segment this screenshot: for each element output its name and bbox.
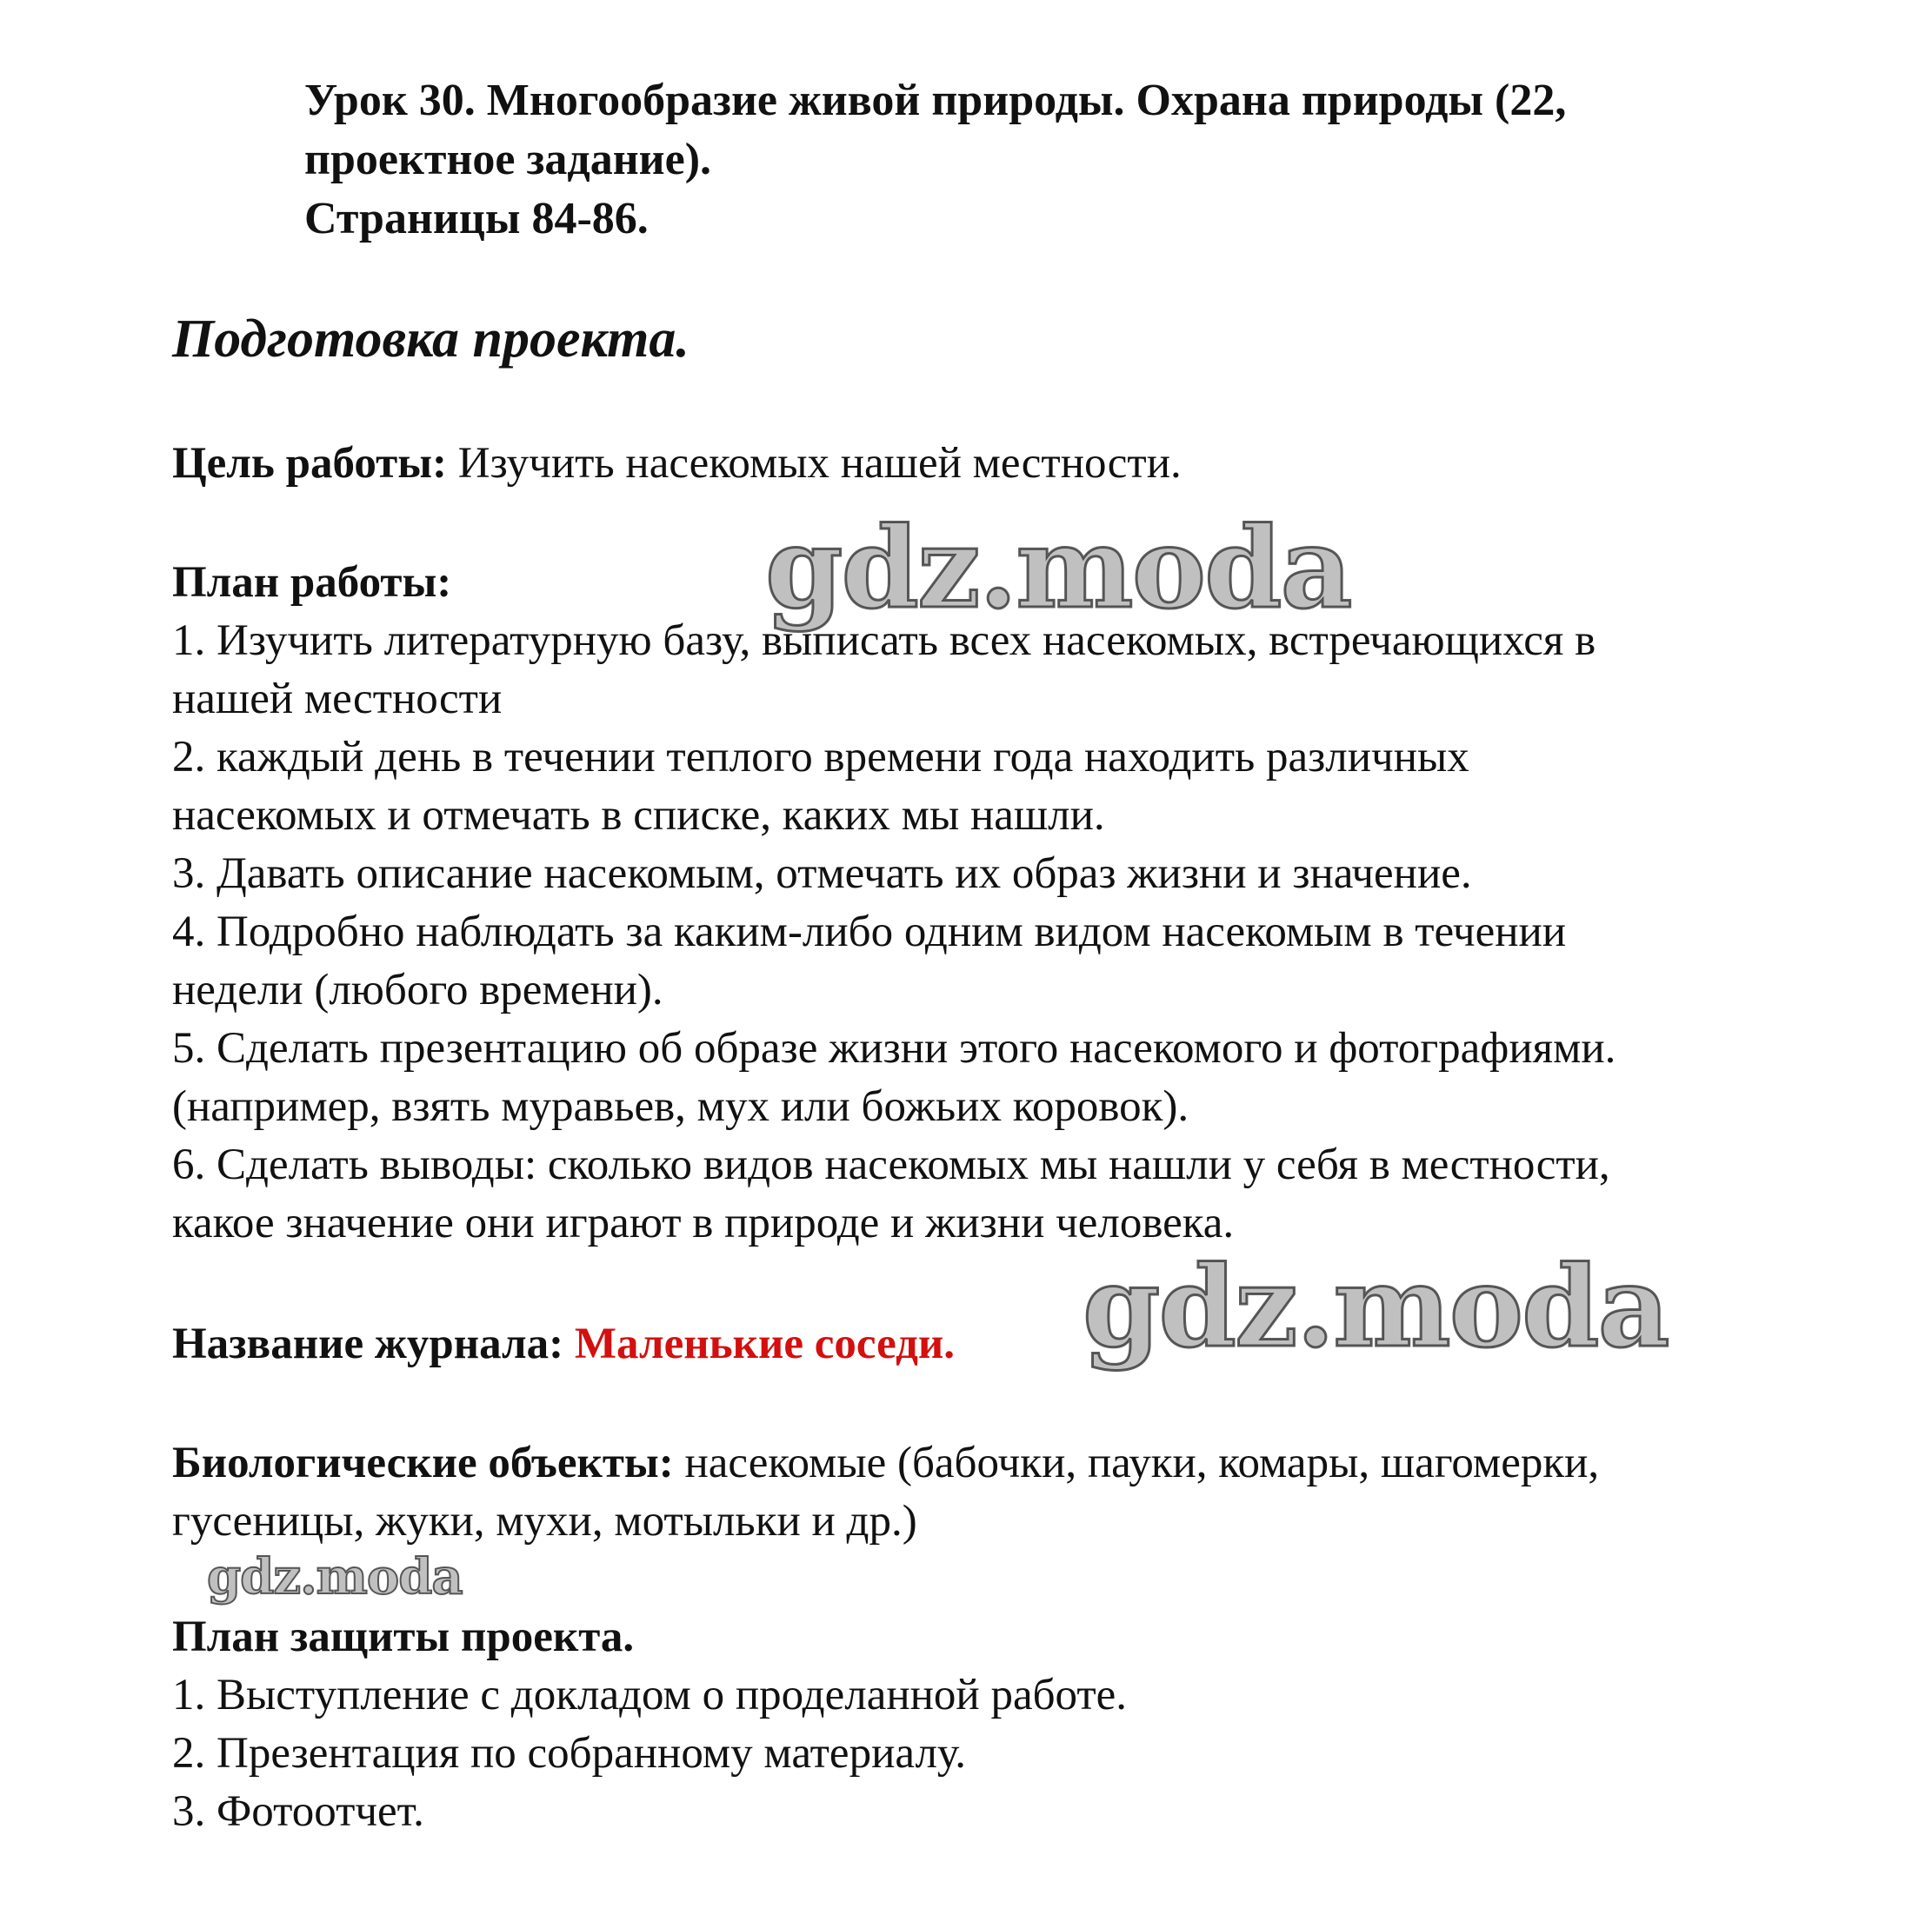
defense-plan-line: 2. Презентация по собранному материалу. xyxy=(172,1729,967,1778)
lesson-pages: Страницы 84-86. xyxy=(304,194,649,243)
work-plan-line: какое значение они играют в природе и жизни человека. xyxy=(172,1199,1235,1247)
journal-paragraph xyxy=(172,1315,1902,1373)
watermark-logo: gdz.moda xyxy=(765,503,1351,634)
work-plan-line: 3. Давать описание насекомым, отмечать их образ жизни и значение. xyxy=(172,849,1472,898)
defense-plan-line: 1. Выступление с докладом о проделанной работе. xyxy=(172,1671,1128,1719)
work-plan-line: (например, взять муравьев, мух или божьих коровок). xyxy=(172,1082,1189,1131)
journal-name: Маленькие соседи. xyxy=(574,1320,956,1368)
journal-label: Название журнала: xyxy=(172,1320,564,1368)
lesson-title-line-1: Урок 30. Многообразие живой природы. Охрана природы (22, xyxy=(304,76,1567,125)
biological-objects-text: насекомые (бабочки, пауки, комары, шагомерки, xyxy=(684,1439,1600,1487)
defense-plan xyxy=(172,1608,1902,1841)
section-title: Подготовка проекта. xyxy=(172,309,690,369)
watermark-logo: gdz.moda xyxy=(1083,1242,1669,1373)
work-plan-line: 2. каждый день в течении теплого времени года находить различных xyxy=(172,733,1469,781)
goal-text: Изучить насекомых нашей местности. xyxy=(457,439,1182,488)
defense-plan-label: План защиты проекта. xyxy=(172,1613,635,1661)
biological-objects-text-continued: гусеницы, жуки, мухи, мотыльки и др.) xyxy=(172,1497,917,1546)
watermark-logo: gdz.moda xyxy=(207,1548,463,1606)
goal-paragraph xyxy=(172,435,1902,493)
lesson-title-line-2: проектное задание). xyxy=(304,135,712,184)
work-plan-label: План работы: xyxy=(172,558,452,607)
work-plan xyxy=(172,554,1902,1253)
work-plan-line: 5. Сделать презентацию об образе жизни этого насекомого и фотографиями. xyxy=(172,1024,1616,1073)
goal-label: Цель работы: xyxy=(172,439,448,488)
biological-objects-label: Биологические объекты: xyxy=(172,1439,674,1487)
defense-plan-line: 3. Фотоотчет. xyxy=(172,1787,424,1836)
work-plan-line: 1. Изучить литературную базу, выписать всех насекомых, встречающихся в xyxy=(172,616,1596,665)
work-plan-line: недели (любого времени). xyxy=(172,966,663,1014)
work-plan-line: насекомых и отмечать в списке, каких мы нашли. xyxy=(172,791,1105,840)
biological-objects-paragraph xyxy=(172,1434,1902,1551)
lesson-header xyxy=(304,71,1869,249)
work-plan-line: 4. Подробно наблюдать за каким-либо одним видом насекомым в течении xyxy=(172,908,1567,956)
work-plan-line: 6. Сделать выводы: сколько видов насекомых мы нашли у себя в местности, xyxy=(172,1141,1610,1189)
work-plan-line: нашей местности xyxy=(172,675,503,723)
